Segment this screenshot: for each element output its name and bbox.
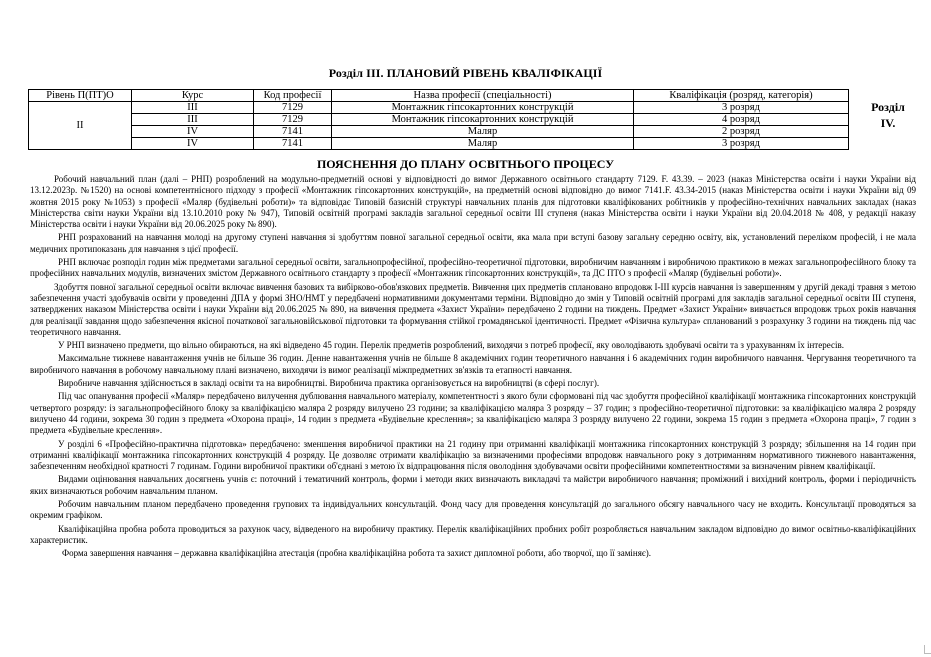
paragraph: Виробниче навчання здійснюється в закладі освіти та на виробництві. Виробнича практика організовується на виробництві (в сфері послуг). bbox=[58, 378, 600, 389]
section-iv-label bbox=[860, 99, 916, 131]
table-row bbox=[29, 114, 849, 126]
paragraph: РНП включає розподіл годин між предметами загальної середньої освіти, загальнопрофесійної, професійно-теоретичної підготовки, виробничим навчанням і виробничою практикою в межах загальнопрофесійного блоку та професійних навчальних модулів, визначених змістом Державного освітнього стандарту з професії «Монтажник гіпсокартонних конструкцій», та ДС ПТО з професії «Маляр (будівельні роботи)». bbox=[30, 257, 916, 279]
table-row bbox=[29, 102, 849, 114]
course-cell: IV bbox=[132, 126, 254, 138]
paragraph: РНП розрахований на навчання молоді на другому ступені навчання зі здобуттям повної загальної середньої освіти, яка мала при вступі базову загальну середню освіту, вік, установлений переліком професій, і не мала медичних протипоказань для навчання з цієї професії. bbox=[30, 232, 916, 254]
table-header-row bbox=[29, 90, 849, 102]
profession-cell: Монтажник гіпсокартонних конструкцій bbox=[332, 102, 634, 114]
profession-cell: Маляр bbox=[332, 138, 634, 150]
course-cell: IV bbox=[132, 138, 254, 150]
section-iv-label-line1: Розділ bbox=[871, 100, 905, 114]
paragraph: Робочим навчальним планом передбачено проведення групових та індивідуальних консультацій. Фонд часу для проведення консультацій до загального обсягу навчального часу не входить. Консультації проводяться за окремим графіком. bbox=[30, 499, 916, 521]
course-cell: ІІІ bbox=[132, 102, 254, 114]
course-cell: ІІІ bbox=[132, 114, 254, 126]
paragraph: Форма завершення навчання – державна кваліфікаційна атестація (пробна кваліфікаційна робота та захист дипломної роботи, або творчої, що її заміняє). bbox=[62, 548, 651, 559]
header-course: Курс bbox=[132, 90, 254, 102]
paragraph: У РНП визначено предмети, що вільно обираються, на які відведено 45 годин. Перелік предметів розроблений, виходячи з потреб професії, яку оволодівають здобувачі освіти та з урахуванням їх інтересів. bbox=[58, 340, 844, 351]
header-profession: Назва професії (спеціальності) bbox=[332, 90, 634, 102]
section-iv-label-line2: IV. bbox=[880, 116, 896, 130]
qualification-table bbox=[28, 89, 849, 150]
code-cell: 7129 bbox=[254, 102, 332, 114]
qualification-cell: 4 розряд bbox=[634, 114, 849, 126]
paragraph: Видами оцінювання навчальних досягнень учнів є: поточний і тематичний контроль, форми і методи яких визначають викладачі та майстри виробничого навчання; проміжний і вихідний контроль, форми і періодичність яких визначаються робочим навчальним планом. bbox=[30, 474, 916, 496]
level-cell: ІІ bbox=[29, 102, 132, 150]
paragraph: У розділі 6 «Професійно-практична підготовка» передбачено: зменшення виробничої практики на 21 годину при отриманні кваліфікації монтажника гіпсокартонних конструкцій 3 розряду; збільшення на 14 годин при отриманні кваліфікації монтажника гіпсокартонних конструкцій 4 розряду. Це дозволяє отримати кваліфікацію за визначеними професіями впродовж навчального року з дотриманням нормативного тижневого навантаження, забезпеченням необхідної кратності 7 годинам. Години виробничої практики об'єднані з метою їх відпрацювання після оволодіння здобувачами освіти професійними компетентностями за визначеним рівнем кваліфікації. bbox=[30, 438, 916, 472]
qualification-cell: 2 розряд bbox=[634, 126, 849, 138]
profession-cell: Маляр bbox=[332, 126, 634, 138]
code-cell: 7141 bbox=[254, 138, 332, 150]
profession-cell: Монтажник гіпсокартонних конструкцій bbox=[332, 114, 634, 126]
header-level: Рівень П(ПТ)О bbox=[29, 90, 132, 102]
qualification-cell: 3 розряд bbox=[634, 102, 849, 114]
header-code: Код професії bbox=[254, 90, 332, 102]
table-row bbox=[29, 138, 849, 150]
section-title: Розділ III. ПЛАНОВИЙ РІВЕНЬ КВАЛІФІКАЦІЇ bbox=[328, 66, 603, 80]
paragraph: Кваліфікаційна пробна робота проводиться за рахунок часу, відведеного на виробничу практику. Перелік кваліфікаційних пробних робіт розробляється навчальним закладом відповідно до вимог освітньо-кваліфікаційних характеристик. bbox=[30, 523, 916, 545]
paragraph: Здобуття повної загальної середньої освіти включає вивчення базових та вибірково-обов'язкових предметів. Вивчення цих предметів сплановано впродовж І-ІІІ курсів навчання із завершенням у другій декаді травня з метою забезпечення участі здобувачів освіти у проведенні ДПА у формі ЗНО/НМТ у передбачені нормативними документами терміни. Відповідно до змін у Типовій освітній програмі для закладів загальної середньої освіти ІІІ ступеня, затверджених наказом Міністерства освіти і науки України від 20.06.2025 № 890, на вивчення предмета «Захист України» передбачено 2 години на тиждень. Предмет «Захист України» вивчається впродовж трьох років навчання для реалізації завдання щодо забезпечення якісної початкової загальновійськової підготовки та формування стійкої громадянської ідентичності. Предмет «Фізична культура» спланований з розрахунку 3 години на тиждень під час теоретичного навчання. bbox=[30, 281, 916, 337]
qualification-cell: 3 розряд bbox=[634, 138, 849, 150]
code-cell: 7129 bbox=[254, 114, 332, 126]
explanation-title: ПОЯСНЕННЯ ДО ПЛАНУ ОСВІТНЬОГО ПРОЦЕСУ bbox=[316, 157, 615, 171]
table-row bbox=[29, 126, 849, 138]
page-corner-mark bbox=[924, 645, 931, 654]
code-cell: 7141 bbox=[254, 126, 332, 138]
explanation-body bbox=[30, 174, 916, 562]
header-qualification: Кваліфікація (розряд, категорія) bbox=[634, 90, 849, 102]
paragraph: Під час опанування професії «Маляр» передбачено вилучення дублювання навчального матеріалу, компетентності з якого були сформовані під час здобуття професійної кваліфікації монтажника гіпсокартонних конструкцій четвертого розряду: із загальнопрофесійного блоку за кваліфікацією маляра 2 розряду вилучено 23 години; за кваліфікацією маляра 3 розряду – 37 годин; з професійно-теоретичної підготовки: за кваліфікацією маляра 2 розряду вилучено 44 години, зокрема 30 годин з предмета «Охорона праці», 14 годин з предмета «Будівельне креслення»; за кваліфікацією маляра 3 розряду вилучено 22 години, зокрема 15 годин з предмета «Охорона праці», 7 годин з предмета «Будівельне креслення». bbox=[30, 391, 916, 436]
paragraph: Робочий навчальний план (далі – РНП) розроблений на модульно-предметній основі у відповідності до вимог Державного освітнього стандарту 7129. F. 43.39. – 2023 (наказ Міністерства освіти і науки України від 13.12.2023р. №1520) на основі компетентнісного підходу з професії «Монтажник гіпсокартонних конструкцій», на предметній основі відповідно до вимог 7141.F. 43.34-2015 (наказ Міністерства освіти і науки України від 09 жовтня 2015 року №1053) з професії «Маляр (будівельні роботи)» та відповідає Типовій базисній структурі навчальних планів для підготовки кваліфікованих робітників у професійно-технічних навчальних закладах (наказ Міністерства світи науки України від 13.10.2010 року № 947), Типовій освітній програмі закладів загальної середньої освіти ІІІ ступеня (наказ Міністерства освіти і науки України від 20.04.2018 № 408, у редакції наказу Міністерства освіти і науки України від 20.06.2025 року № 890). bbox=[30, 174, 916, 230]
paragraph: Максимальне тижневе навантаження учнів не більше 36 годин. Денне навантаження учнів не більше 8 академічних годин теоретичного навчання і 6 академічних годин виробничого навчання. Чергування теоретичного та виробничого навчання в робочому навчальному плані визначено, виходячи із вимог реалізації міжпредметних зв'язків та етапності навчання. bbox=[30, 353, 916, 375]
